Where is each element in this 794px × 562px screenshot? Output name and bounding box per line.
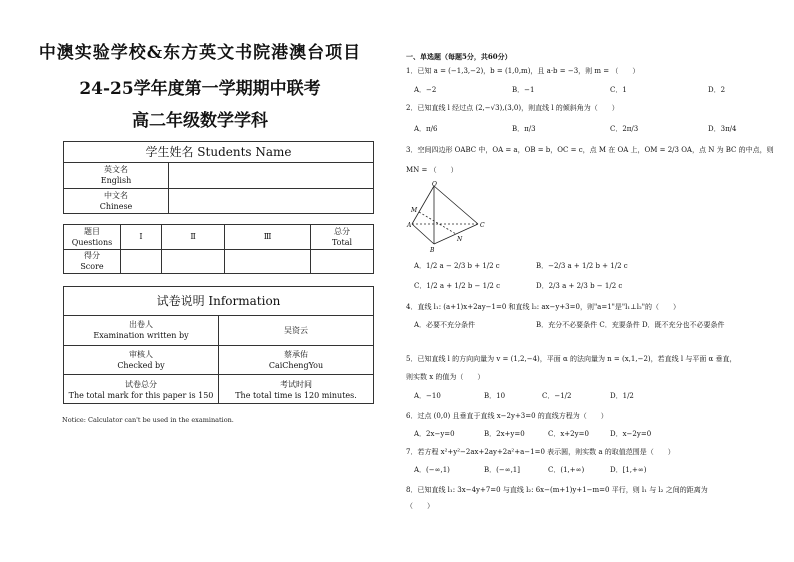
information-box	[63, 286, 374, 404]
q6-option-c: C．x+2y=0	[548, 430, 589, 438]
score-label: 得分 Score	[64, 249, 121, 273]
questions-label: 题目 Questions	[64, 225, 121, 249]
information-header: 试卷说明 Information	[64, 287, 373, 316]
q1-option-c: C．1	[610, 86, 627, 94]
checker-label: 审核人 Checked by	[64, 345, 219, 375]
student-name-header: 学生姓名 Students Name	[64, 142, 373, 163]
question-8-cont: （ ）	[406, 502, 434, 510]
q1-option-d: D．2	[708, 86, 726, 94]
score-cell-total[interactable]	[311, 249, 374, 273]
q4-option-a: A．必要不充分条件	[414, 321, 476, 329]
chinese-name-label: 中文名 Chinese	[64, 188, 169, 213]
q3-option-d: D．2/3 a + 2/3 b − 1/2 c	[536, 282, 623, 290]
q7-option-a: A．(−∞,1)	[414, 466, 450, 474]
question-2: 2．已知直线 l 经过点 (2,−√3),(3,0)，则直线 l 的倾斜角为（ ）	[406, 104, 619, 112]
question-1: 1．已知 a = (−1,3,−2)，b = (1,0,m)，且 a·b = −3，则 m = （ ）	[406, 67, 640, 75]
q7-option-d: D．[1,+∞)	[610, 466, 647, 474]
school-title: 中澳实验学校&东方英文书院港澳台项目	[38, 43, 362, 63]
total-time-label: 考试时间 The total time is 120 minutes.	[219, 375, 374, 404]
question-5-cont: 则实数 x 的值为（ ）	[406, 373, 485, 381]
chinese-name-field[interactable]	[169, 188, 374, 213]
question-7: 7．若方程 x²+y²−2ax+2ay+2a²+a−1=0 表示圆，则实数 a 的取值范围是（ ）	[406, 448, 675, 456]
q6-option-a: A．2x−y=0	[414, 430, 455, 438]
q4-option-bcd: B．充分不必要条件 C．充要条件 D．既不充分也不必要条件	[536, 321, 725, 329]
question-8: 8．已知直线 l₁: 3x−4y+7=0 与直线 l₂: 6x−(m+1)y+1−m=0 平行，则 l₁ 与 l₂ 之间的距离为	[406, 486, 708, 494]
q7-option-c: C．(1,+∞)	[548, 466, 585, 474]
q6-option-d: D．x−2y=0	[610, 430, 652, 438]
q7-option-b: B．(−∞,1]	[484, 466, 520, 474]
label-b: B	[430, 247, 435, 254]
q2-option-b: B．π/3	[512, 125, 536, 133]
question-4: 4．直线 l₁: (a+1)x+2ay−1=0 和直线 l₂: ax−y+3=0，则"a=1"是"l₁⊥l₂"的（ ）	[406, 303, 680, 311]
q3-option-b: B．−2/3 a + 1/2 b + 1/2 c	[536, 262, 628, 270]
q3-option-c: C．1/2 a + 1/2 b − 1/2 c	[414, 282, 501, 290]
label-m: M	[411, 207, 418, 214]
score-cell-1[interactable]	[121, 249, 162, 273]
q5-option-b: B．10	[484, 392, 506, 400]
question-col-2: Ⅱ	[162, 225, 225, 249]
question-3-cont: MN = （ ）	[406, 166, 458, 174]
question-5: 5．已知直线 l 的方向向量为 v = (1,2,−4)，平面 α 的法向量为 n = (x,1,−2)，若直线 l 与平面 α 垂直，	[406, 355, 737, 363]
q1-option-a: A．−2	[414, 86, 437, 94]
q2-option-a: A．π/6	[414, 125, 438, 133]
q5-option-d: D．1/2	[610, 392, 634, 400]
subject-title: 高二年级数学学科	[132, 111, 268, 131]
q3-option-a: A．1/2 a − 2/3 b + 1/2 c	[414, 262, 500, 270]
q2-option-c: C．2π/3	[610, 125, 639, 133]
calculator-notice: Notice: Calculator can't be used in the examination.	[62, 416, 234, 424]
english-name-field[interactable]	[169, 163, 374, 188]
q6-option-b: B．2x+y=0	[484, 430, 525, 438]
label-o: O	[432, 181, 437, 188]
q1-option-b: B．−1	[512, 86, 535, 94]
question-6: 6．过点 (0,0) 且垂直于直线 x−2y+3=0 的直线方程为（ ）	[406, 412, 608, 420]
total-mark-label: 试卷总分 The total mark for this paper is 150	[64, 375, 219, 404]
score-cell-3[interactable]	[225, 249, 311, 273]
score-cell-2[interactable]	[162, 249, 225, 273]
examiner-name: 吴资云	[219, 316, 374, 345]
examiner-label: 出卷人 Examination written by	[64, 316, 219, 345]
section-heading: 一、单选题（每题5分，共60分）	[406, 52, 512, 61]
question-3: 3．空间四边形 OABC 中，OA = a，OB = b，OC = c，点 M 在 OA 上，OM = 2/3 OA，点 N 为 BC 的中点，则	[406, 146, 774, 154]
english-name-label: 英文名 English	[64, 163, 169, 188]
student-name-box	[63, 141, 374, 214]
q5-option-a: A．−10	[414, 392, 441, 400]
label-a: A	[407, 222, 412, 229]
questions-panel	[400, 0, 794, 562]
score-box	[63, 224, 374, 274]
label-n: N	[457, 236, 463, 243]
total-label: 总分 Total	[311, 225, 374, 249]
question-col-1: Ⅰ	[121, 225, 162, 249]
label-c: C	[480, 222, 485, 229]
q5-option-c: C．−1/2	[542, 392, 572, 400]
q2-option-d: D．3π/4	[708, 125, 737, 133]
question-col-3: Ⅲ	[225, 225, 311, 249]
exam-title: 24-25学年度第一学期期中联考	[79, 79, 321, 99]
checker-name: 蔡承佑 CaiChengYou	[219, 345, 374, 375]
tetrahedron-figure	[408, 182, 488, 252]
